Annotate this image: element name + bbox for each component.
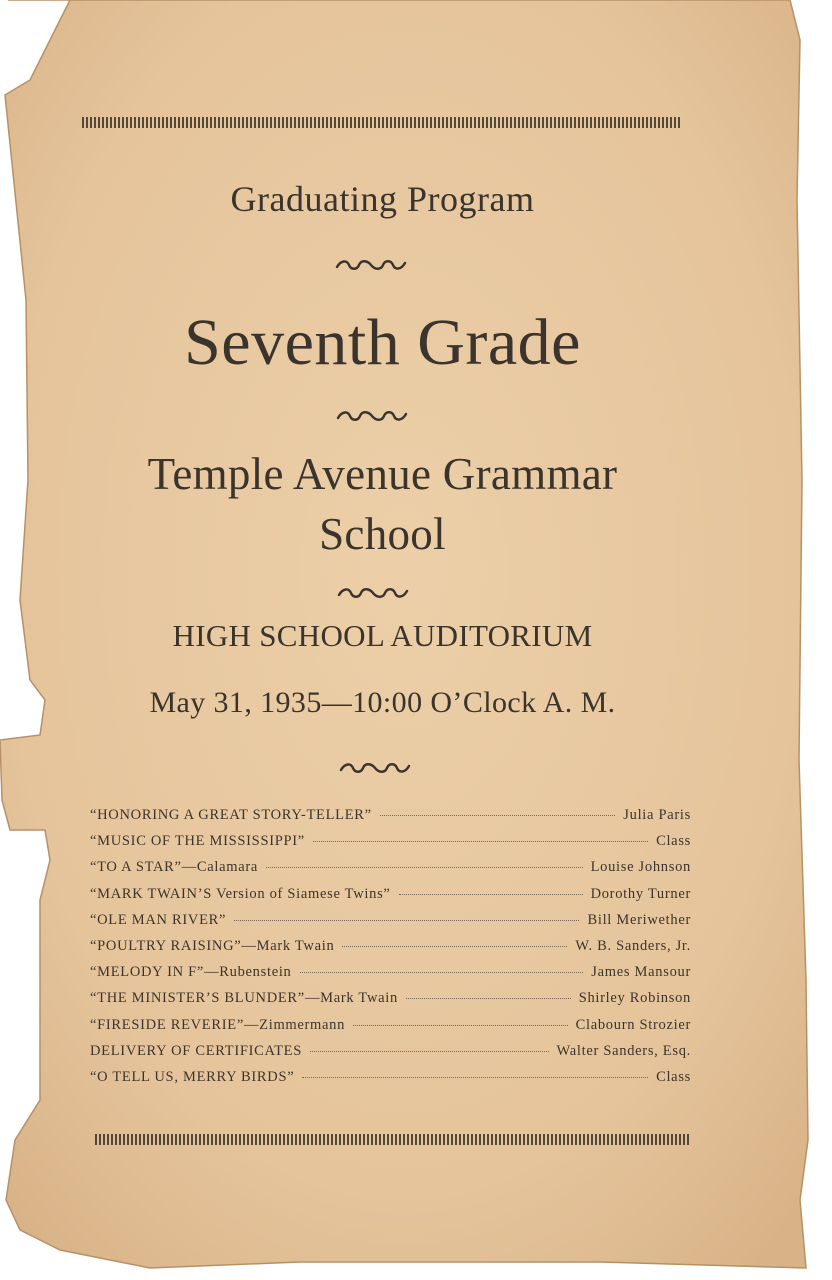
program-item-performer: Dorothy Turner	[590, 885, 691, 902]
program-item-performer: Shirley Robinson	[578, 990, 691, 1007]
program-item-title: “OLE MAN RIVER”	[90, 911, 227, 928]
program-item-title: “THE MINISTER’S BLUNDER”—Mark Twain	[90, 990, 398, 1007]
program-heading: Graduating Program	[230, 179, 535, 219]
program-item	[90, 1017, 691, 1043]
program-list	[90, 807, 691, 1095]
venue: HIGH SCHOOL AUDITORIUM	[172, 618, 593, 653]
program-item-performer: James Mansour	[591, 964, 691, 981]
bottom-rule	[95, 1134, 691, 1145]
dot-leader	[313, 840, 648, 842]
dot-leader	[342, 945, 567, 947]
program-item-performer: Clabourn Strozier	[575, 1016, 691, 1033]
program-item-performer: Class	[656, 1068, 691, 1085]
program-item-performer: Bill Meriwether	[587, 911, 691, 928]
program-item	[90, 833, 691, 859]
flourish-ornament	[335, 585, 411, 601]
program-item	[90, 859, 691, 885]
program-item-performer: W. B. Sanders, Jr.	[575, 937, 691, 954]
program-item	[90, 990, 691, 1016]
program-item-performer: Julia Paris	[623, 807, 691, 823]
program-item	[90, 1043, 691, 1069]
program-item-title: “FIRESIDE REVERIE”—Zimmermann	[90, 1016, 346, 1033]
flourish-ornament	[333, 257, 409, 273]
dot-leader	[353, 1024, 568, 1026]
dot-leader	[310, 1050, 549, 1052]
dot-leader	[234, 919, 579, 921]
program-item	[90, 1069, 691, 1095]
dot-leader	[300, 971, 584, 973]
program-item-title: “HONORING A GREAT STORY-TELLER”	[90, 807, 372, 823]
program-item	[90, 964, 691, 990]
program-item	[90, 807, 691, 833]
school-name-line1: Temple Avenue Grammar	[147, 449, 618, 499]
flourish-ornament	[334, 408, 410, 424]
event-datetime: May 31, 1935—10:00 O’Clock A. M.	[149, 686, 616, 719]
program-item	[90, 886, 691, 912]
program-item	[90, 912, 691, 938]
flourish-ornament	[337, 760, 413, 776]
program-item-title: “O TELL US, MERRY BIRDS”	[90, 1068, 295, 1085]
program-item-title: “TO A STAR”—Calamara	[90, 859, 259, 876]
dot-leader	[399, 893, 583, 895]
program-item-title: “MUSIC OF THE MISSISSIPPI”	[90, 833, 305, 850]
dot-leader	[266, 866, 583, 868]
program-item-performer: Louise Johnson	[590, 859, 691, 876]
dot-leader	[380, 814, 616, 816]
school-name-line2: School	[319, 509, 446, 559]
program-item-performer: Walter Sanders, Esq.	[556, 1042, 691, 1059]
program-item-title: “POULTRY RAISING”—Mark Twain	[90, 937, 335, 954]
grade-title: Seventh Grade	[184, 306, 581, 379]
program-item-title: “MARK TWAIN’S Version of Siamese Twins”	[90, 885, 391, 902]
top-rule	[82, 117, 680, 128]
dot-leader	[406, 997, 571, 999]
dot-leader	[302, 1076, 648, 1078]
program-item-performer: Class	[656, 833, 691, 850]
program-item-title: DELIVERY OF CERTIFICATES	[90, 1042, 302, 1059]
program-item-title: “MELODY IN F”—Rubenstein	[90, 964, 292, 981]
program-item	[90, 938, 691, 964]
